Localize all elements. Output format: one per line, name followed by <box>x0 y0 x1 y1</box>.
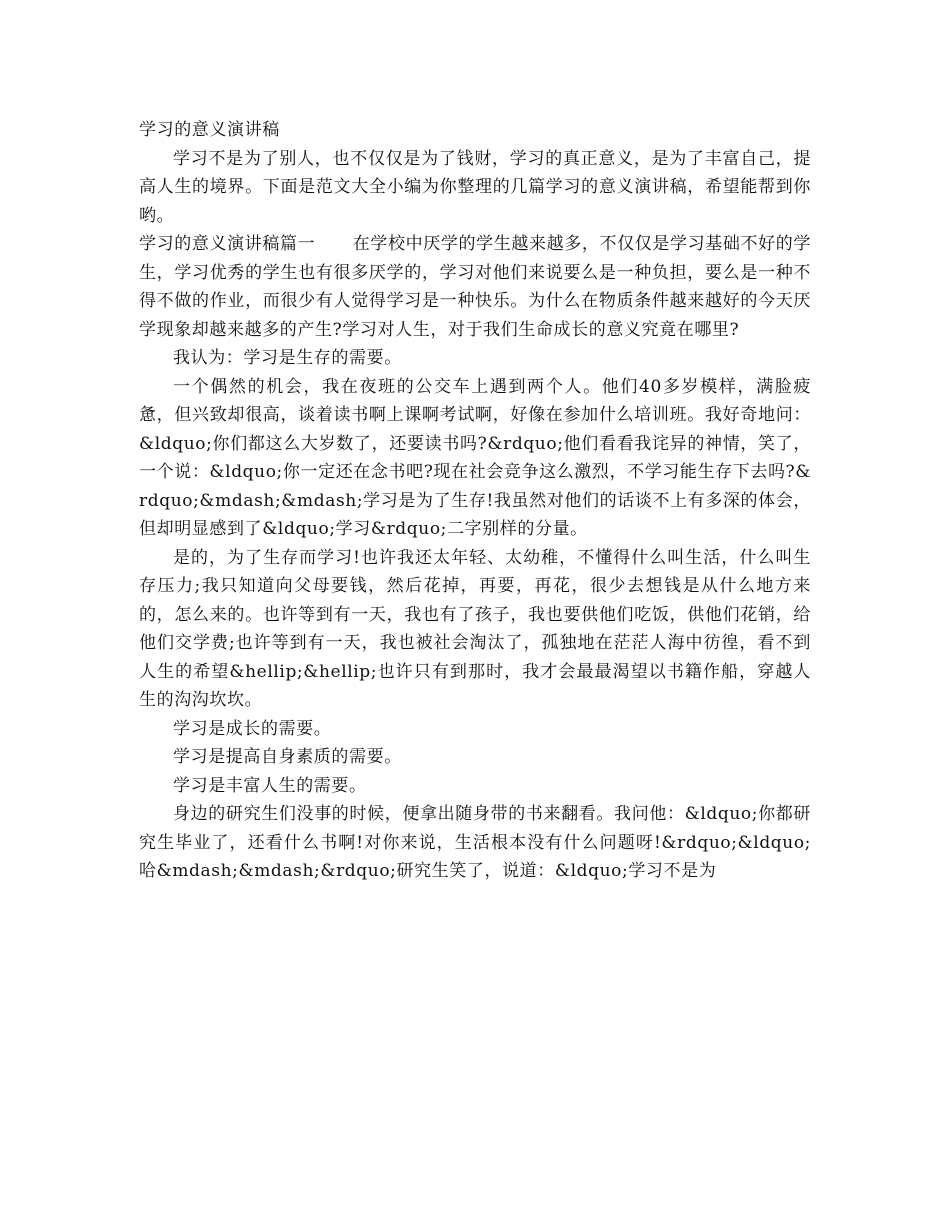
document-body <box>139 116 811 886</box>
body-paragraph: 学习是提高自身素质的需要。 <box>173 747 402 767</box>
body-paragraph: 是的，为了生存而学习!也许我还太年轻、太幼稚，不懂得什么叫生活，什么叫生存压力;我只知道向父母要钱，然后花掉，再要，再花，很少去想钱是从什么地方来的，怎么来的。也许等到有一天，我也有了孩子，我也要供他们吃饭，供他们花销，给他们交学费;也许等到有一天，我也被社会淘汰了，孤独地在茫茫人海中彷徨，看不到人生的希望&hellip;&hellip;也许只有到那时，我才会最最渴望以书籍作船，穿越人生的沟沟坎坎。 <box>139 547 811 710</box>
section-1-heading: 学习的意义演讲稿篇一 <box>139 234 316 254</box>
body-paragraph: 我认为：学习是生存的需要。 <box>173 348 402 368</box>
section-1-text: 在学校中厌学的学生越来越多，不仅仅是学习基础不好的学生，学习优秀的学生也有很多厌学的，学习对他们来说要么是一种负担，要么是一种不得不做的作业，而很少有人觉得学习是一种快乐。为什么在物质条件越来越好的今天厌学现象却越来越多的产生?学习对人生，对于我们生命成长的意义究竟在哪里? <box>139 234 812 340</box>
body-paragraph: 身边的研究生们没事的时候，便拿出随身带的书来翻看。我问他：&ldquo;你都研究生毕业了，还看什么书啊!对你来说，生活根本没有什么问题呀!&rdquo;&ldquo;哈&mdash;&mdash;&rdquo;研究生笑了，说道：&ldquo;学习不是为 <box>139 804 811 881</box>
section-1-paragraph <box>139 230 811 344</box>
body-paragraph: 学习是丰富人生的需要。 <box>173 775 367 796</box>
intro-paragraph: 学习不是为了别人，也不仅仅是为了钱财，学习的真正意义，是为了丰富自己，提高人生的境界。下面是范文大全小编为你整理的几篇学习的意义演讲稿，希望能帮到你哟。 <box>139 148 811 226</box>
body-paragraph: 一个偶然的机会，我在夜班的公交车上遇到两个人。他们40多岁模样，满脸疲惫，但兴致却很高，谈着读书啊上课啊考试啊，好像在参加什么培训班。我好奇地问：&ldquo;你们都这么大岁数了，还要读书吗?&rdquo;他们看看我诧异的神情，笑了，一个说：&ldquo;你一定还在念书吧?现在社会竞争这么激烈，不学习能生存下去吗?&rdquo;&mdash;&mdash;学习是为了生存!我虽然对他们的话谈不上有多深的体会，但却明显感到了&ldquo;学习&rdquo;二字别样的分量。 <box>139 376 811 539</box>
document-title: 学习的意义演讲稿 <box>139 120 280 140</box>
body-paragraph: 学习是成长的需要。 <box>173 718 332 739</box>
